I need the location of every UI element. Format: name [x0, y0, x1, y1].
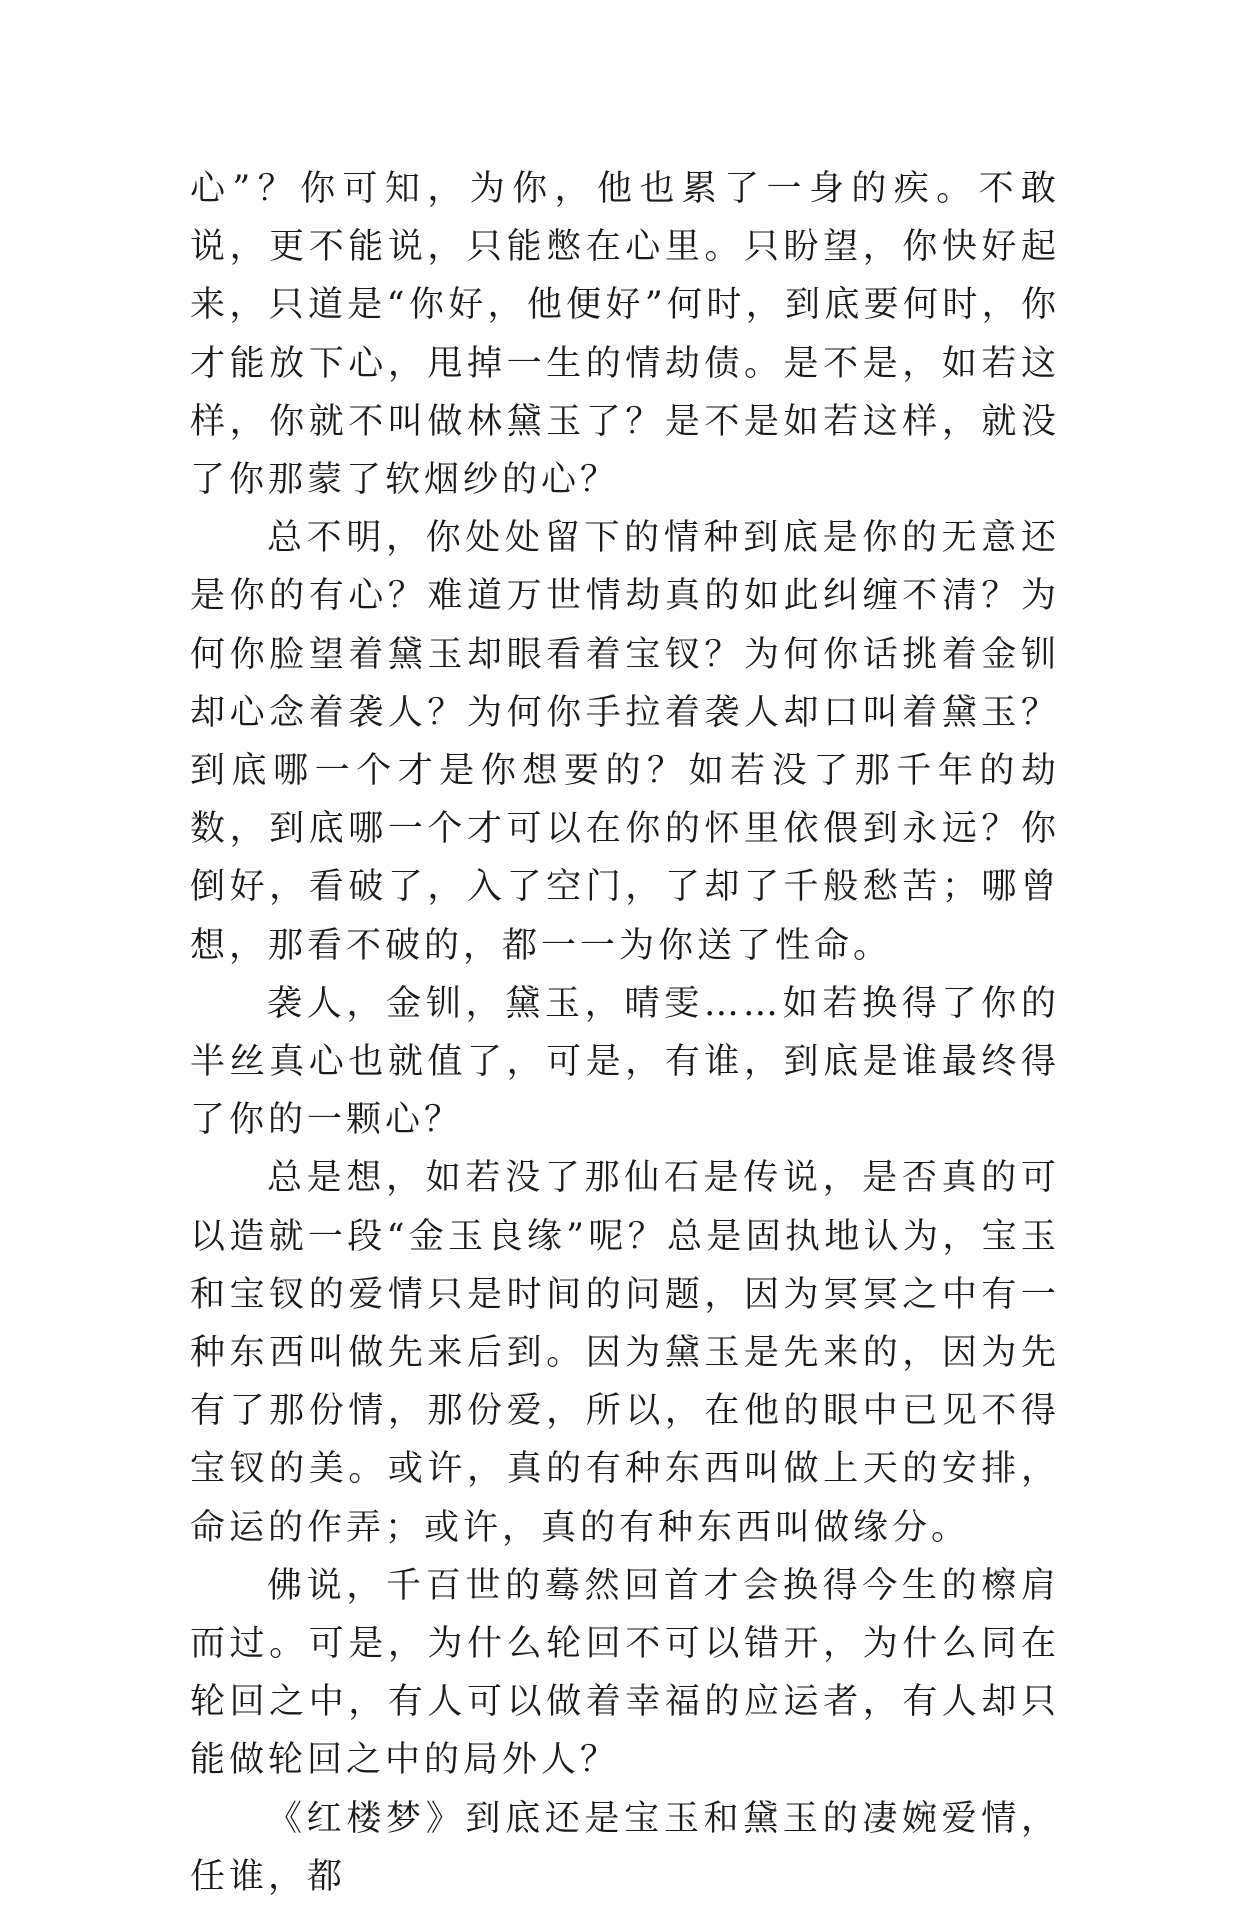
- paragraph: 总是想，如若没了那仙石是传说，是否真的可以造就一段“金玉良缘”呢？总是固执地认为，宝玉和宝钗的爱情只是时间的问题，因为冥冥之中有一种东西叫做先来后到。因为黛玉是先来的，因为先有了那份情，那份爱，所以，在他的眼中已见不得宝钗的美。或许，真的有种东西叫做上天的安排，命运的作弄；或许，真的有种东西叫做缘分。: [190, 1158, 1060, 1548]
- paragraph: 《红楼梦》到底还是宝玉和黛玉的凄婉爱情，任谁，都: [190, 1798, 1060, 1897]
- paragraph: 佛说，千百世的蓦然回首才会换得今生的檫肩而过。可是，为什么轮回不可以错开，为什么同在轮回之中，有人可以做着幸福的应运者，有人却只能做轮回之中的局外人？: [190, 1565, 1060, 1781]
- paragraph: 袭人，金钏，黛玉，晴雯……如若换得了你的半丝真心也就值了，可是，有谁，到底是谁最终得了你的一颗心？: [190, 983, 1060, 1141]
- paragraph: 心”？你可知，为你，他也累了一身的疾。不敢说，更不能说，只能憋在心里。只盼望，你快好起来，只道是“你好，他便好”何时，到底要何时，你才能放下心，甩掉一生的情劫债。是不是，如若这样，你就不叫做林黛玉了？是不是如若这样，就没了你那蒙了软烟纱的心？: [190, 169, 1060, 501]
- paragraph: 总不明，你处处留下的情种到底是你的无意还是你的有心？难道万世情劫真的如此纠缠不清？为何你脸望着黛玉却眼看着宝钗？为何你话挑着金钏却心念着袭人？为何你手拉着袭人却口叫着黛玉？到底哪一个才是你想要的？如若没了那千年的劫数，到底哪一个才可以在你的怀里依偎到永远？你倒好，看破了，入了空门，了却了千般愁苦；哪曾想，那看不破的，都一一为你送了性命。: [190, 518, 1060, 966]
- body-text: [190, 160, 1060, 1906]
